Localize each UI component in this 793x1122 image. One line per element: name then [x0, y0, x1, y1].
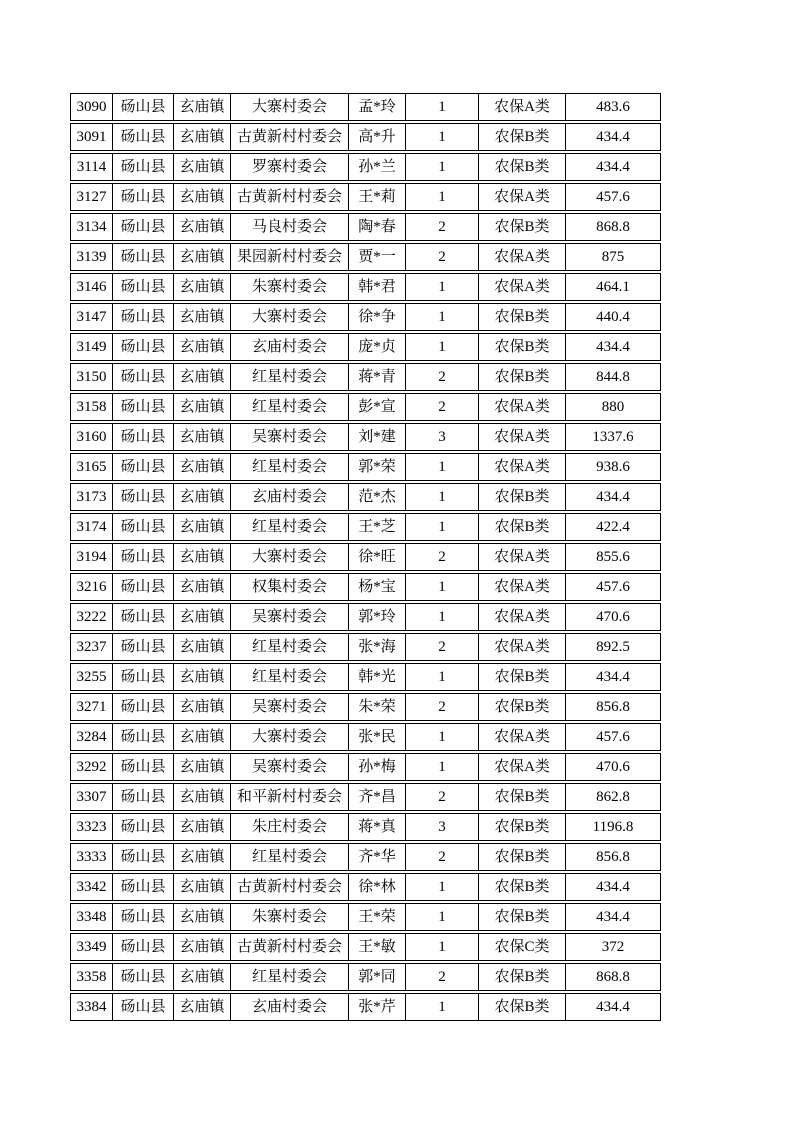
- cell-village-committee: 玄庙村委会: [231, 994, 349, 1020]
- cell-town: 玄庙镇: [174, 634, 231, 660]
- cell-serial-number: 3160: [71, 424, 113, 450]
- cell-serial-number: 3147: [71, 304, 113, 330]
- cell-person-name: 蒋*真: [349, 814, 406, 840]
- cell-person-name: 范*杰: [349, 484, 406, 510]
- cell-insurance-category: 农保A类: [479, 544, 566, 570]
- cell-town: 玄庙镇: [174, 454, 231, 480]
- cell-insurance-category: 农保B类: [479, 784, 566, 810]
- table-row: [70, 513, 661, 541]
- cell-town: 玄庙镇: [174, 904, 231, 930]
- cell-insurance-category: 农保B类: [479, 154, 566, 180]
- cell-person-name: 孙*兰: [349, 154, 406, 180]
- cell-county: 砀山县: [113, 634, 174, 660]
- cell-insurance-category: 农保A类: [479, 574, 566, 600]
- cell-village-committee: 古黄新村村委会: [231, 124, 349, 150]
- cell-person-count: 2: [406, 244, 479, 270]
- cell-person-count: 1: [406, 334, 479, 360]
- cell-serial-number: 3158: [71, 394, 113, 420]
- cell-person-name: 刘*建: [349, 424, 406, 450]
- cell-serial-number: 3255: [71, 664, 113, 690]
- cell-person-count: 2: [406, 394, 479, 420]
- cell-village-committee: 古黄新村村委会: [231, 934, 349, 960]
- cell-amount: 434.4: [596, 128, 630, 145]
- cell-county: 砀山县: [113, 154, 174, 180]
- cell-person-name: 王*敏: [349, 934, 406, 960]
- cell-county: 砀山县: [113, 694, 174, 720]
- cell-county: 砀山县: [113, 574, 174, 600]
- cell-amount: 880: [601, 398, 625, 415]
- cell-county: 砀山县: [113, 454, 174, 480]
- cell-insurance-category: 农保B类: [479, 874, 566, 900]
- table-row: [70, 303, 661, 331]
- table-row: [70, 453, 661, 481]
- cell-person-count: 3: [406, 424, 479, 450]
- cell-village-committee: 红星村委会: [231, 844, 349, 870]
- table-row: [70, 183, 661, 211]
- cell-serial-number: 3173: [71, 484, 113, 510]
- table-row: [70, 873, 661, 901]
- cell-serial-number: 3292: [71, 754, 113, 780]
- cell-person-count: 1: [406, 154, 479, 180]
- cell-village-committee: 和平新村村委会: [231, 784, 349, 810]
- cell-serial-number: 3384: [71, 994, 113, 1020]
- cell-person-name: 贾*一: [349, 244, 406, 270]
- cell-county: 砀山县: [113, 934, 174, 960]
- cell-county: 砀山县: [113, 364, 174, 390]
- cell-serial-number: 3323: [71, 814, 113, 840]
- cell-insurance-category: 农保A类: [479, 424, 566, 450]
- cell-town: 玄庙镇: [174, 544, 231, 570]
- cell-person-name: 蒋*青: [349, 364, 406, 390]
- cell-village-committee: 大寨村委会: [231, 724, 349, 750]
- cell-town: 玄庙镇: [174, 604, 231, 630]
- cell-person-name: 王*莉: [349, 184, 406, 210]
- cell-insurance-category: 农保A类: [479, 274, 566, 300]
- cell-village-committee: 大寨村委会: [231, 544, 349, 570]
- cell-serial-number: 3194: [71, 544, 113, 570]
- table-row: [70, 153, 661, 181]
- cell-person-name: 齐*昌: [349, 784, 406, 810]
- table-row: [70, 633, 661, 661]
- table-row: [70, 813, 661, 841]
- cell-person-name: 彭*宣: [349, 394, 406, 420]
- cell-insurance-category: 农保B类: [479, 484, 566, 510]
- cell-town: 玄庙镇: [174, 664, 231, 690]
- cell-village-committee: 红星村委会: [231, 454, 349, 480]
- cell-county: 砀山县: [113, 904, 174, 930]
- cell-person-name: 张*海: [349, 634, 406, 660]
- cell-serial-number: 3237: [71, 634, 113, 660]
- table-row: [70, 123, 661, 151]
- cell-serial-number: 3127: [71, 184, 113, 210]
- cell-amount: 434.4: [596, 158, 630, 175]
- cell-insurance-category: 农保B类: [479, 814, 566, 840]
- table-row: [70, 843, 661, 871]
- cell-village-committee: 古黄新村村委会: [231, 874, 349, 900]
- cell-town: 玄庙镇: [174, 334, 231, 360]
- cell-village-committee: 古黄新村村委会: [231, 184, 349, 210]
- cell-insurance-category: 农保B类: [479, 904, 566, 930]
- cell-serial-number: 3342: [71, 874, 113, 900]
- cell-amount: 422.4: [596, 518, 630, 535]
- cell-person-name: 庞*贞: [349, 334, 406, 360]
- cell-amount: 856.8: [596, 848, 630, 865]
- cell-amount: 483.6: [596, 98, 630, 115]
- cell-amount: 875: [601, 248, 625, 265]
- cell-village-committee: 大寨村委会: [231, 94, 349, 120]
- cell-insurance-category: 农保A类: [479, 394, 566, 420]
- cell-town: 玄庙镇: [174, 364, 231, 390]
- cell-person-name: 陶*春: [349, 214, 406, 240]
- cell-amount: 868.8: [596, 218, 630, 235]
- cell-town: 玄庙镇: [174, 934, 231, 960]
- cell-person-name: 韩*光: [349, 664, 406, 690]
- cell-person-count: 2: [406, 634, 479, 660]
- cell-person-count: 2: [406, 214, 479, 240]
- cell-village-committee: 权集村委会: [231, 574, 349, 600]
- cell-amount: 434.4: [596, 878, 630, 895]
- cell-town: 玄庙镇: [174, 94, 231, 120]
- cell-person-count: 1: [406, 994, 479, 1020]
- table-row: [70, 753, 661, 781]
- cell-person-count: 1: [406, 274, 479, 300]
- table-row: [70, 783, 661, 811]
- cell-insurance-category: 农保B类: [479, 844, 566, 870]
- cell-county: 砀山县: [113, 304, 174, 330]
- cell-county: 砀山县: [113, 994, 174, 1020]
- cell-person-count: 2: [406, 364, 479, 390]
- cell-town: 玄庙镇: [174, 574, 231, 600]
- cell-person-name: 高*升: [349, 124, 406, 150]
- cell-serial-number: 3271: [71, 694, 113, 720]
- cell-insurance-category: 农保B类: [479, 994, 566, 1020]
- cell-village-committee: 罗寨村委会: [231, 154, 349, 180]
- cell-county: 砀山县: [113, 724, 174, 750]
- cell-insurance-category: 农保C类: [479, 934, 566, 960]
- cell-person-count: 1: [406, 664, 479, 690]
- cell-town: 玄庙镇: [174, 844, 231, 870]
- cell-village-committee: 朱庄村委会: [231, 814, 349, 840]
- table-row: [70, 243, 661, 271]
- cell-person-name: 齐*华: [349, 844, 406, 870]
- cell-insurance-category: 农保A类: [479, 244, 566, 270]
- cell-amount: 470.6: [596, 608, 630, 625]
- cell-county: 砀山县: [113, 844, 174, 870]
- cell-serial-number: 3222: [71, 604, 113, 630]
- table-row: [70, 933, 661, 961]
- cell-town: 玄庙镇: [174, 214, 231, 240]
- cell-serial-number: 3284: [71, 724, 113, 750]
- cell-person-name: 孙*梅: [349, 754, 406, 780]
- cell-serial-number: 3349: [71, 934, 113, 960]
- cell-village-committee: 红星村委会: [231, 514, 349, 540]
- cell-county: 砀山县: [113, 784, 174, 810]
- cell-town: 玄庙镇: [174, 994, 231, 1020]
- cell-county: 砀山县: [113, 124, 174, 150]
- cell-person-count: 1: [406, 514, 479, 540]
- cell-insurance-category: 农保B类: [479, 214, 566, 240]
- cell-person-count: 2: [406, 694, 479, 720]
- cell-serial-number: 3348: [71, 904, 113, 930]
- cell-person-count: 1: [406, 184, 479, 210]
- cell-person-name: 徐*旺: [349, 544, 406, 570]
- cell-person-name: 郭*同: [349, 964, 406, 990]
- cell-person-count: 1: [406, 604, 479, 630]
- cell-amount: 372: [601, 938, 625, 955]
- cell-serial-number: 3307: [71, 784, 113, 810]
- cell-county: 砀山县: [113, 514, 174, 540]
- cell-person-count: 1: [406, 574, 479, 600]
- cell-county: 砀山县: [113, 394, 174, 420]
- cell-village-committee: 马良村委会: [231, 214, 349, 240]
- cell-amount: 457.6: [596, 578, 630, 595]
- cell-insurance-category: 农保B类: [479, 304, 566, 330]
- cell-amount: 844.8: [596, 368, 630, 385]
- cell-town: 玄庙镇: [174, 304, 231, 330]
- cell-town: 玄庙镇: [174, 394, 231, 420]
- cell-amount: 434.4: [596, 488, 630, 505]
- cell-county: 砀山县: [113, 964, 174, 990]
- cell-town: 玄庙镇: [174, 124, 231, 150]
- cell-insurance-category: 农保B类: [479, 334, 566, 360]
- cell-person-count: 1: [406, 94, 479, 120]
- cell-person-count: 1: [406, 304, 479, 330]
- cell-serial-number: 3146: [71, 274, 113, 300]
- table-row: [70, 333, 661, 361]
- cell-county: 砀山县: [113, 334, 174, 360]
- cell-village-committee: 大寨村委会: [231, 304, 349, 330]
- cell-person-name: 孟*玲: [349, 94, 406, 120]
- cell-insurance-category: 农保B类: [479, 664, 566, 690]
- cell-person-name: 张*民: [349, 724, 406, 750]
- cell-serial-number: 3134: [71, 214, 113, 240]
- table-row: [70, 363, 661, 391]
- cell-amount: 434.4: [596, 998, 630, 1015]
- cell-serial-number: 3333: [71, 844, 113, 870]
- cell-village-committee: 红星村委会: [231, 364, 349, 390]
- cell-serial-number: 3139: [71, 244, 113, 270]
- cell-amount: 1337.6: [592, 428, 634, 445]
- cell-town: 玄庙镇: [174, 484, 231, 510]
- cell-serial-number: 3216: [71, 574, 113, 600]
- cell-village-committee: 吴寨村委会: [231, 604, 349, 630]
- cell-amount: 938.6: [596, 458, 630, 475]
- cell-village-committee: 吴寨村委会: [231, 424, 349, 450]
- cell-town: 玄庙镇: [174, 694, 231, 720]
- cell-person-name: 王*芝: [349, 514, 406, 540]
- cell-serial-number: 3114: [71, 154, 113, 180]
- table-row: [70, 393, 661, 421]
- cell-amount: 434.4: [596, 338, 630, 355]
- cell-person-name: 王*荣: [349, 904, 406, 930]
- cell-amount: 470.6: [596, 758, 630, 775]
- cell-amount: 856.8: [596, 698, 630, 715]
- cell-serial-number: 3174: [71, 514, 113, 540]
- cell-county: 砀山县: [113, 664, 174, 690]
- cell-insurance-category: 农保B类: [479, 694, 566, 720]
- cell-village-committee: 朱寨村委会: [231, 274, 349, 300]
- cell-county: 砀山县: [113, 604, 174, 630]
- table-row: [70, 963, 661, 991]
- table-row: [70, 603, 661, 631]
- cell-person-count: 2: [406, 844, 479, 870]
- cell-person-count: 2: [406, 784, 479, 810]
- cell-county: 砀山县: [113, 94, 174, 120]
- cell-village-committee: 红星村委会: [231, 664, 349, 690]
- cell-town: 玄庙镇: [174, 424, 231, 450]
- cell-amount: 457.6: [596, 728, 630, 745]
- table-row: [70, 903, 661, 931]
- cell-insurance-category: 农保A类: [479, 184, 566, 210]
- cell-amount: 440.4: [596, 308, 630, 325]
- cell-person-name: 郭*荣: [349, 454, 406, 480]
- cell-insurance-category: 农保B类: [479, 364, 566, 390]
- cell-amount: 868.8: [596, 968, 630, 985]
- cell-county: 砀山县: [113, 874, 174, 900]
- cell-village-committee: 红星村委会: [231, 634, 349, 660]
- cell-town: 玄庙镇: [174, 754, 231, 780]
- table-row: [70, 543, 661, 571]
- cell-town: 玄庙镇: [174, 244, 231, 270]
- cell-village-committee: 果园新村村委会: [231, 244, 349, 270]
- cell-serial-number: 3090: [71, 94, 113, 120]
- cell-town: 玄庙镇: [174, 814, 231, 840]
- cell-serial-number: 3150: [71, 364, 113, 390]
- cell-person-count: 1: [406, 874, 479, 900]
- cell-person-count: 1: [406, 124, 479, 150]
- cell-person-count: 3: [406, 814, 479, 840]
- cell-person-count: 1: [406, 724, 479, 750]
- cell-insurance-category: 农保A类: [479, 754, 566, 780]
- table-row: [70, 213, 661, 241]
- cell-person-count: 1: [406, 904, 479, 930]
- cell-amount: 1196.8: [592, 818, 634, 835]
- cell-person-count: 2: [406, 964, 479, 990]
- table-row: [70, 993, 661, 1021]
- cell-amount: 457.6: [596, 188, 630, 205]
- rural-insurance-subsidy-table: [70, 93, 661, 1023]
- cell-person-count: 1: [406, 484, 479, 510]
- cell-insurance-category: 农保A类: [479, 94, 566, 120]
- cell-county: 砀山县: [113, 754, 174, 780]
- cell-town: 玄庙镇: [174, 784, 231, 810]
- table-row: [70, 483, 661, 511]
- cell-person-name: 郭*玲: [349, 604, 406, 630]
- cell-town: 玄庙镇: [174, 874, 231, 900]
- table-row: [70, 423, 661, 451]
- cell-village-committee: 吴寨村委会: [231, 754, 349, 780]
- cell-county: 砀山县: [113, 244, 174, 270]
- cell-town: 玄庙镇: [174, 274, 231, 300]
- cell-town: 玄庙镇: [174, 184, 231, 210]
- cell-insurance-category: 农保B类: [479, 514, 566, 540]
- cell-village-committee: 红星村委会: [231, 394, 349, 420]
- cell-serial-number: 3091: [71, 124, 113, 150]
- cell-insurance-category: 农保A类: [479, 604, 566, 630]
- cell-amount: 434.4: [596, 908, 630, 925]
- cell-serial-number: 3149: [71, 334, 113, 360]
- cell-person-count: 1: [406, 754, 479, 780]
- cell-village-committee: 朱寨村委会: [231, 904, 349, 930]
- table-row: [70, 663, 661, 691]
- cell-village-committee: 红星村委会: [231, 964, 349, 990]
- cell-amount: 892.5: [596, 638, 630, 655]
- cell-person-name: 徐*争: [349, 304, 406, 330]
- cell-insurance-category: 农保B类: [479, 964, 566, 990]
- cell-amount: 862.8: [596, 788, 630, 805]
- cell-person-name: 韩*君: [349, 274, 406, 300]
- cell-county: 砀山县: [113, 274, 174, 300]
- cell-insurance-category: 农保A类: [479, 634, 566, 660]
- cell-town: 玄庙镇: [174, 154, 231, 180]
- cell-amount: 464.1: [596, 278, 630, 295]
- cell-person-count: 2: [406, 544, 479, 570]
- cell-insurance-category: 农保B类: [479, 124, 566, 150]
- cell-town: 玄庙镇: [174, 964, 231, 990]
- cell-town: 玄庙镇: [174, 724, 231, 750]
- table-row: [70, 93, 661, 121]
- cell-county: 砀山县: [113, 814, 174, 840]
- cell-person-name: 徐*林: [349, 874, 406, 900]
- cell-serial-number: 3165: [71, 454, 113, 480]
- cell-village-committee: 吴寨村委会: [231, 694, 349, 720]
- cell-serial-number: 3358: [71, 964, 113, 990]
- cell-person-count: 1: [406, 934, 479, 960]
- table-row: [70, 723, 661, 751]
- cell-county: 砀山县: [113, 184, 174, 210]
- cell-county: 砀山县: [113, 544, 174, 570]
- cell-person-name: 朱*荣: [349, 694, 406, 720]
- cell-town: 玄庙镇: [174, 514, 231, 540]
- cell-person-count: 1: [406, 454, 479, 480]
- cell-village-committee: 玄庙村委会: [231, 484, 349, 510]
- cell-amount: 855.6: [596, 548, 630, 565]
- cell-village-committee: 玄庙村委会: [231, 334, 349, 360]
- cell-insurance-category: 农保A类: [479, 454, 566, 480]
- cell-county: 砀山县: [113, 484, 174, 510]
- cell-amount: 434.4: [596, 668, 630, 685]
- table-row: [70, 693, 661, 721]
- cell-insurance-category: 农保A类: [479, 724, 566, 750]
- table-row: [70, 273, 661, 301]
- cell-county: 砀山县: [113, 214, 174, 240]
- table-row: [70, 573, 661, 601]
- cell-person-name: 张*芹: [349, 994, 406, 1020]
- cell-county: 砀山县: [113, 424, 174, 450]
- cell-person-name: 杨*宝: [349, 574, 406, 600]
